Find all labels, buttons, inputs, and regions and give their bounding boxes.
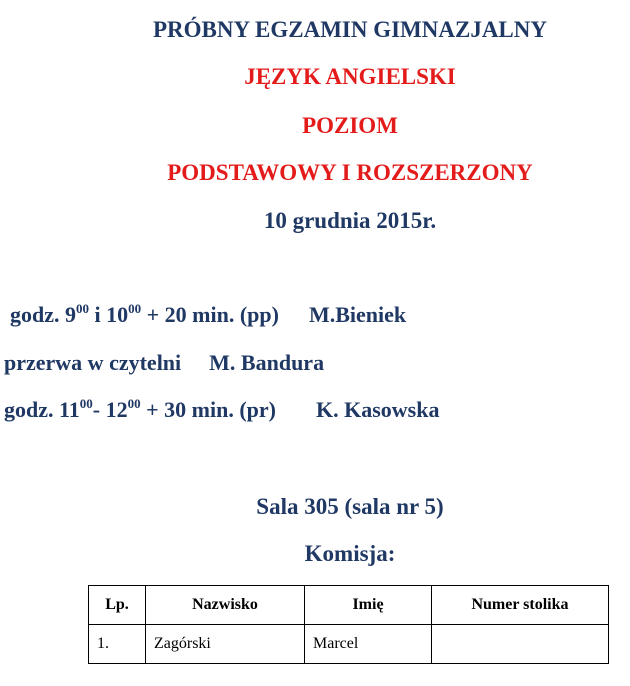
schedule-time-suffix: + 30 min. (pr) [140, 397, 276, 422]
subject-title: JĘZYK ANGIELSKI [244, 64, 456, 89]
table-row [89, 625, 609, 664]
schedule-time-suffix: + 20 min. (pp) [141, 302, 279, 327]
header-surname: Nazwisko [146, 586, 305, 625]
schedule-row-break [4, 352, 324, 374]
schedule-row-extended [4, 396, 440, 422]
room-label: Sala 305 (sala nr 5) [256, 494, 444, 519]
schedule-person: M. Bandura [209, 350, 325, 375]
break-text: przerwa w czytelni [4, 350, 182, 375]
exam-title: PRÓBNY EGZAMIN GIMNAZJALNY [153, 17, 547, 42]
level-value: PODSTAWOWY I ROZSZERZONY [167, 160, 533, 185]
table-header-row [89, 586, 609, 625]
schedule-time-sup: 00 [128, 301, 142, 316]
level-label: POZIOM [302, 113, 398, 138]
schedule-time-mid: i 10 [89, 302, 129, 327]
schedule-person: K. Kasowska [316, 397, 440, 422]
schedule-time-sup: 00 [76, 301, 89, 316]
schedule-time-prefix: godz. 11 [4, 397, 80, 422]
exam-date: 10 grudnia 2015r. [263, 208, 437, 233]
header-lp: Lp. [89, 586, 146, 625]
schedule-row-basic [10, 301, 407, 327]
schedule-time-sup: 00 [79, 396, 93, 411]
cell-desk [432, 625, 609, 664]
header-name: Imię [305, 586, 432, 625]
commission-label: Komisja: [304, 541, 396, 566]
schedule-time-prefix: godz. 9 [10, 302, 76, 327]
schedule-time-mid: - 12 [92, 397, 128, 422]
header-desk: Numer stolika [432, 586, 609, 625]
cell-surname: Zagórski [146, 625, 305, 664]
schedule-time-sup: 00 [127, 396, 141, 411]
commission-table [88, 585, 609, 664]
cell-lp: 1. [89, 625, 146, 664]
schedule-person: M.Bieniek [308, 302, 407, 327]
cell-name: Marcel [305, 625, 432, 664]
